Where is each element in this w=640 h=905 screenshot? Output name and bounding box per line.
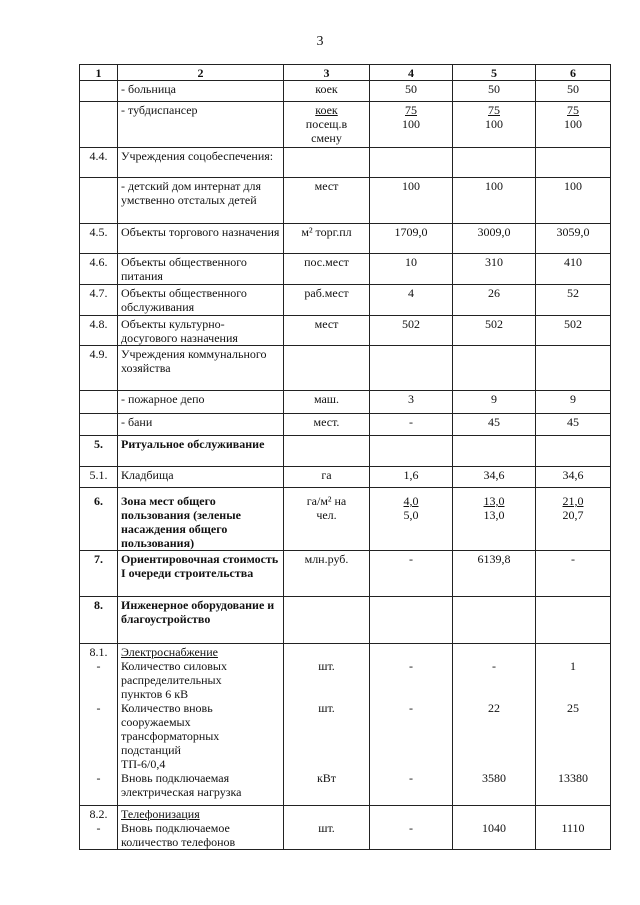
row-name: Ритуальное обслуживание <box>118 436 284 467</box>
unit-line: чел. <box>316 508 337 522</box>
header-cell: 5 <box>453 65 536 81</box>
unit-line: шт. <box>318 659 335 673</box>
row-number: 8. <box>80 597 118 644</box>
row-name <box>118 644 284 806</box>
table-row <box>80 81 611 102</box>
row-value-col6 <box>536 597 611 644</box>
unit-line <box>287 687 366 701</box>
row-value-col5 <box>453 148 536 178</box>
data-table <box>79 64 611 850</box>
row-value-col4: 1709,0 <box>370 224 453 254</box>
row-value-col6 <box>536 488 611 551</box>
name-line: Вновь подключаемая <box>121 771 230 785</box>
value-line: 13380 <box>558 771 588 785</box>
value-line: 3580 <box>482 771 506 785</box>
row-number <box>80 644 118 806</box>
row-name: Объекты культурно-досугового назначения <box>118 316 284 346</box>
row-number: 4.8. <box>80 316 118 346</box>
value-line: - <box>409 821 413 835</box>
row-unit: м² торг.пл <box>284 224 370 254</box>
table-row <box>80 644 611 806</box>
value-line: 75 <box>488 103 500 117</box>
value-line: - <box>409 771 413 785</box>
number-line <box>83 715 114 729</box>
row-value-col5 <box>453 346 536 391</box>
row-value-col4 <box>370 644 453 806</box>
table-row <box>80 178 611 224</box>
value-line: 1040 <box>482 821 506 835</box>
row-value-col4 <box>370 488 453 551</box>
row-value-col5 <box>453 488 536 551</box>
header-cell: 4 <box>370 65 453 81</box>
row-value-col6: 52 <box>536 285 611 316</box>
row-number <box>80 102 118 148</box>
name-line: Вновь подключаемое <box>121 821 230 835</box>
unit-line: посещ.в <box>305 117 348 131</box>
row-value-col6 <box>536 148 611 178</box>
row-value-col4 <box>370 102 453 148</box>
row-unit: раб.мест <box>284 285 370 316</box>
table-row <box>80 467 611 488</box>
row-name: Зона мест общего пользования (зеленые насаждения общего пользования) <box>118 488 284 551</box>
row-value-col4: 502 <box>370 316 453 346</box>
header-cell: 1 <box>80 65 118 81</box>
number-line <box>83 673 114 687</box>
row-name: - больница <box>118 81 284 102</box>
row-value-col4: 50 <box>370 81 453 102</box>
table-row <box>80 488 611 551</box>
row-value-col5: 45 <box>453 414 536 436</box>
row-value-col6: 3059,0 <box>536 224 611 254</box>
value-line: 100 <box>485 117 503 131</box>
name-line: Количество вновь <box>121 701 213 715</box>
table-row <box>80 102 611 148</box>
value-line <box>373 729 449 743</box>
table-row <box>80 316 611 346</box>
row-value-col4 <box>370 346 453 391</box>
unit-line <box>287 807 366 821</box>
number-line: - <box>96 701 101 715</box>
value-line <box>456 715 532 729</box>
row-value-col6: 34,6 <box>536 467 611 488</box>
row-value-col4: 3 <box>370 391 453 414</box>
row-value-col4 <box>370 436 453 467</box>
row-value-col4 <box>370 806 453 850</box>
unit-line <box>287 673 366 687</box>
row-name: Объекты торгового назначения <box>118 224 284 254</box>
row-value-col4: 10 <box>370 254 453 285</box>
row-value-col6: 502 <box>536 316 611 346</box>
header-cell: 6 <box>536 65 611 81</box>
row-value-col4: - <box>370 551 453 597</box>
value-line: - <box>409 701 413 715</box>
name-line: электрическая нагрузка <box>121 785 242 799</box>
row-value-col6: 100 <box>536 178 611 224</box>
number-line: 8.1. <box>89 645 108 659</box>
row-value-col5 <box>453 597 536 644</box>
value-line <box>456 785 532 799</box>
value-line <box>373 807 449 821</box>
name-line: распределительных <box>121 673 222 687</box>
unit-line: кВт <box>316 771 337 785</box>
value-line <box>539 807 607 821</box>
row-name: Учреждения соцобеспечения: <box>118 148 284 178</box>
row-number: 6. <box>80 488 118 551</box>
row-value-col4: 1,6 <box>370 467 453 488</box>
value-line <box>373 687 449 701</box>
row-number: 5. <box>80 436 118 467</box>
unit-line <box>287 715 366 729</box>
value-line <box>456 687 532 701</box>
row-number: 4.9. <box>80 346 118 391</box>
row-unit: мест <box>284 316 370 346</box>
value-line: 75 <box>567 103 579 117</box>
row-name: Ориентировочная стоимость I очереди строительства <box>118 551 284 597</box>
row-value-col6 <box>536 806 611 850</box>
unit-line <box>287 785 366 799</box>
row-value-col5: 3009,0 <box>453 224 536 254</box>
row-value-col6: - <box>536 551 611 597</box>
value-line <box>373 785 449 799</box>
row-value-col5 <box>453 102 536 148</box>
row-unit: млн.руб. <box>284 551 370 597</box>
row-unit: маш. <box>284 391 370 414</box>
row-value-col5: 310 <box>453 254 536 285</box>
row-value-col6 <box>536 436 611 467</box>
row-value-col5: 34,6 <box>453 467 536 488</box>
table-row <box>80 148 611 178</box>
value-line <box>539 743 607 757</box>
number-line: - <box>96 821 101 835</box>
row-value-col6: 9 <box>536 391 611 414</box>
value-line <box>539 673 607 687</box>
table-row <box>80 254 611 285</box>
unit-line: га/м² на <box>306 494 347 508</box>
value-line <box>456 807 532 821</box>
table-row <box>80 436 611 467</box>
table-row <box>80 551 611 597</box>
unit-line <box>287 743 366 757</box>
row-unit <box>284 488 370 551</box>
table-row <box>80 224 611 254</box>
row-name: - детский дом интернат для умственно отсталых детей <box>118 178 284 224</box>
value-line <box>373 715 449 729</box>
name-line: Электроснабжение <box>121 645 218 659</box>
row-value-col6 <box>536 644 611 806</box>
row-value-col5: 6139,8 <box>453 551 536 597</box>
row-value-col5: 502 <box>453 316 536 346</box>
value-line <box>539 687 607 701</box>
row-number <box>80 806 118 850</box>
row-value-col5 <box>453 806 536 850</box>
row-number: 4.6. <box>80 254 118 285</box>
name-line: количество телефонов <box>121 835 236 849</box>
header-row <box>80 65 611 81</box>
row-number <box>80 81 118 102</box>
row-value-col6 <box>536 346 611 391</box>
row-number: 4.4. <box>80 148 118 178</box>
row-unit <box>284 102 370 148</box>
row-number: 4.7. <box>80 285 118 316</box>
value-line <box>539 715 607 729</box>
value-line: 13,0 <box>483 494 505 508</box>
page-number: 3 <box>316 34 324 49</box>
table-row <box>80 806 611 850</box>
unit-line: смену <box>311 131 342 145</box>
row-unit <box>284 806 370 850</box>
table-row <box>80 597 611 644</box>
row-name: Инженерное оборудование и благоустройство <box>118 597 284 644</box>
row-name: - пожарное депо <box>118 391 284 414</box>
row-value-col4: 4 <box>370 285 453 316</box>
row-unit <box>284 644 370 806</box>
row-name: Объекты общественного питания <box>118 254 284 285</box>
value-line <box>373 645 449 659</box>
row-value-col5 <box>453 436 536 467</box>
number-line <box>83 729 114 743</box>
row-unit: мест <box>284 178 370 224</box>
row-value-col6: 410 <box>536 254 611 285</box>
unit-line: шт. <box>318 701 335 715</box>
number-line: 8.2. <box>89 807 108 821</box>
value-line <box>539 645 607 659</box>
value-line <box>456 729 532 743</box>
row-value-col5: 50 <box>453 81 536 102</box>
row-unit <box>284 346 370 391</box>
row-value-col6: 45 <box>536 414 611 436</box>
row-value-col5 <box>453 644 536 806</box>
value-line: 5,0 <box>403 508 419 522</box>
value-line: 20,7 <box>562 508 584 522</box>
row-unit: коек <box>284 81 370 102</box>
header-cell: 3 <box>284 65 370 81</box>
row-value-col5: 26 <box>453 285 536 316</box>
row-unit: га <box>284 467 370 488</box>
value-line: 4,0 <box>403 494 419 508</box>
table-row <box>80 285 611 316</box>
value-line <box>456 673 532 687</box>
value-line: 13,0 <box>483 508 505 522</box>
value-line: - <box>409 659 413 673</box>
row-value-col4 <box>370 597 453 644</box>
row-name: Объекты общественного обслуживания <box>118 285 284 316</box>
row-value-col4: 100 <box>370 178 453 224</box>
name-line: сооружаемых <box>121 715 191 729</box>
value-line: - <box>492 659 496 673</box>
row-number <box>80 391 118 414</box>
number-line <box>83 687 114 701</box>
value-line: 75 <box>405 103 417 117</box>
value-line <box>373 743 449 757</box>
number-line <box>83 785 114 799</box>
value-line <box>373 673 449 687</box>
value-line: 21,0 <box>562 494 584 508</box>
number-line: - <box>96 659 101 673</box>
value-line <box>539 729 607 743</box>
name-line: подстанций <box>121 743 181 757</box>
value-line: 1 <box>570 659 576 673</box>
row-number <box>80 414 118 436</box>
value-line: 22 <box>488 701 500 715</box>
table-row <box>80 346 611 391</box>
row-value-col5: 100 <box>453 178 536 224</box>
row-value-col5: 9 <box>453 391 536 414</box>
name-line: ТП-6/0,4 <box>121 757 166 771</box>
value-line: 1110 <box>561 821 585 835</box>
row-unit: пос.мест <box>284 254 370 285</box>
table-row <box>80 391 611 414</box>
row-value-col6 <box>536 102 611 148</box>
name-line: трансформаторных <box>121 729 220 743</box>
unit-line: шт. <box>318 821 335 835</box>
row-number: 7. <box>80 551 118 597</box>
value-line: 25 <box>567 701 579 715</box>
row-name <box>118 806 284 850</box>
name-line: пунктов 6 кВ <box>121 687 189 701</box>
row-value-col6: 50 <box>536 81 611 102</box>
number-line <box>83 743 114 757</box>
row-value-col4: - <box>370 414 453 436</box>
row-unit: мест. <box>284 414 370 436</box>
row-number: 4.5. <box>80 224 118 254</box>
row-unit <box>284 436 370 467</box>
row-number: 5.1. <box>80 467 118 488</box>
value-line: 100 <box>402 117 420 131</box>
row-unit <box>284 148 370 178</box>
value-line <box>456 757 532 771</box>
value-line <box>456 645 532 659</box>
row-number <box>80 178 118 224</box>
row-name: - бани <box>118 414 284 436</box>
name-line: Телефонизация <box>121 807 200 821</box>
row-value-col4 <box>370 148 453 178</box>
name-line: Количество силовых <box>121 659 227 673</box>
unit-line <box>287 757 366 771</box>
value-line <box>539 757 607 771</box>
table-row <box>80 414 611 436</box>
unit-line <box>287 729 366 743</box>
number-line: - <box>96 771 101 785</box>
value-line: 100 <box>564 117 582 131</box>
row-name: Кладбища <box>118 467 284 488</box>
value-line <box>539 785 607 799</box>
unit-line <box>287 645 366 659</box>
value-line <box>456 743 532 757</box>
row-unit <box>284 597 370 644</box>
value-line <box>373 757 449 771</box>
row-name: - тубдиспансер <box>118 102 284 148</box>
number-line <box>83 757 114 771</box>
header-cell: 2 <box>118 65 284 81</box>
unit-line: коек <box>315 103 338 117</box>
row-name: Учреждения коммунального хозяйства <box>118 346 284 391</box>
